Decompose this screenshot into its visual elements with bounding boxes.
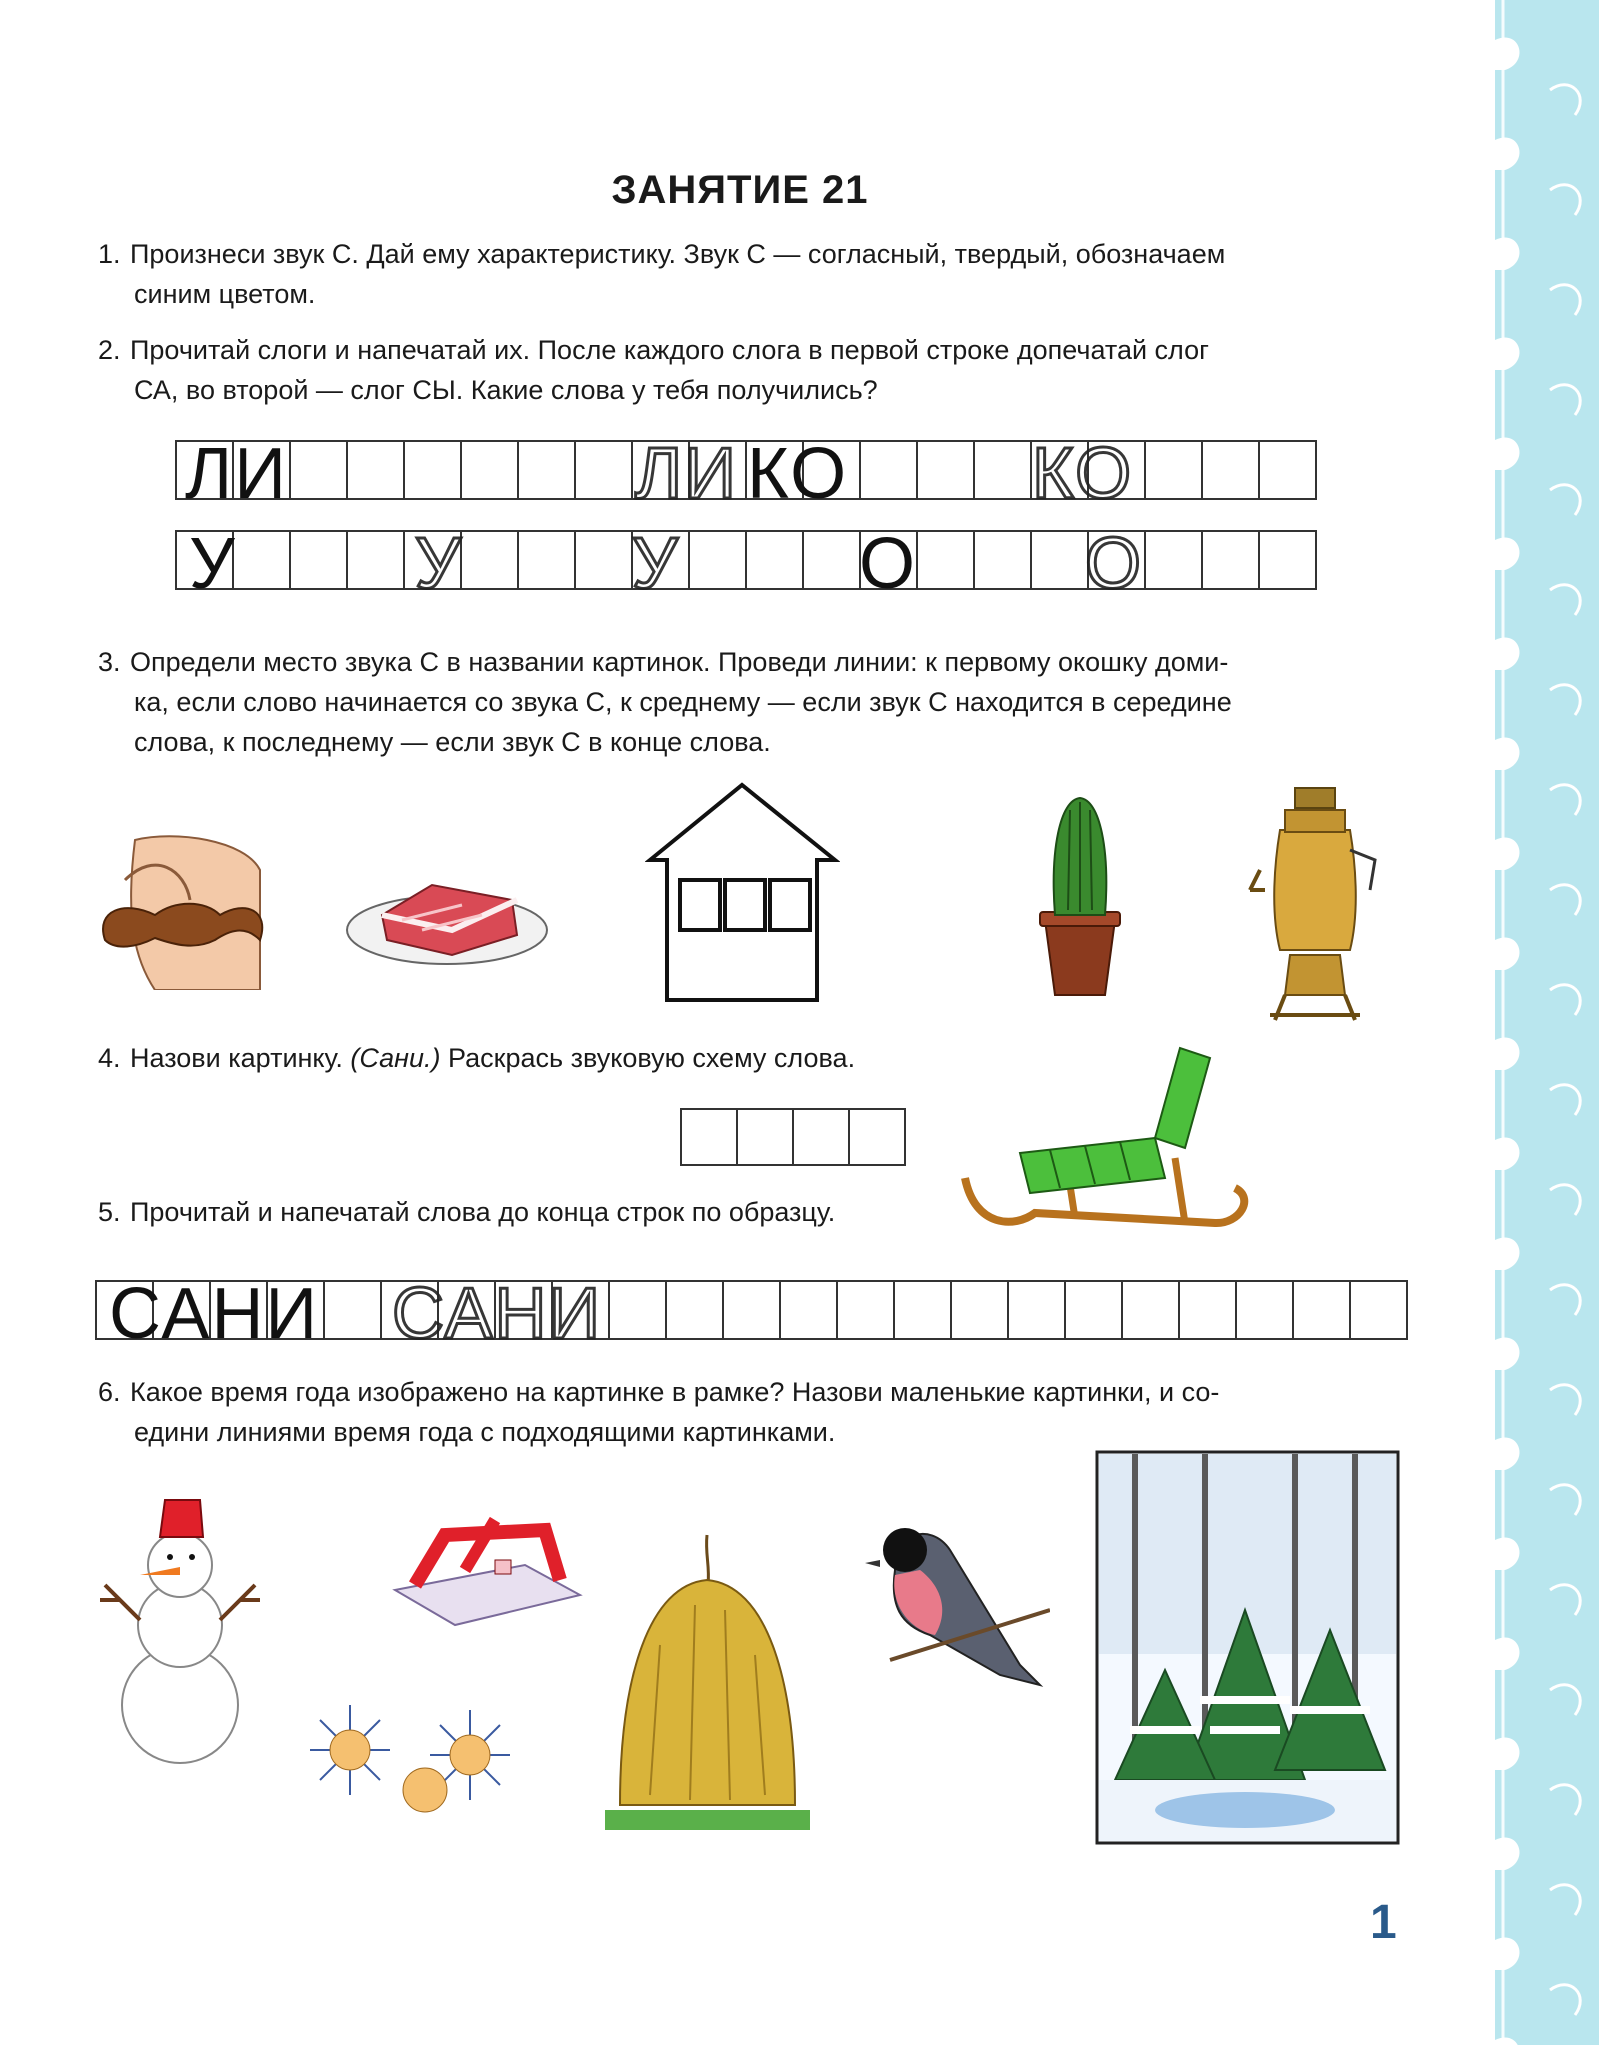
sound-scheme[interactable]: [680, 1108, 906, 1166]
grid-cell[interactable]: [747, 532, 804, 588]
grid-cell[interactable]: [519, 532, 576, 588]
syllable-grid-row-1[interactable]: [175, 434, 1317, 514]
grid-cell[interactable]: [861, 442, 918, 498]
grid-cell[interactable]: [1237, 1282, 1294, 1338]
grid-cell[interactable]: [1351, 1282, 1408, 1338]
grid-cell[interactable]: [804, 532, 861, 588]
grid-cell[interactable]: [1009, 1282, 1066, 1338]
grid-cell[interactable]: [405, 442, 462, 498]
task-1: [98, 234, 1398, 314]
sound-cell[interactable]: [738, 1110, 794, 1164]
task-text-cont: СА, во второй — слог СЫ. Какие слова у тебя получились?: [134, 375, 878, 405]
mustache-picture[interactable]: [95, 830, 265, 990]
task-2: [98, 330, 1398, 410]
winter-forest-picture[interactable]: [1095, 1450, 1400, 1845]
grid-cell[interactable]: [667, 1282, 724, 1338]
sandals-picture[interactable]: [385, 1500, 590, 1645]
grid-cell[interactable]: [1260, 532, 1317, 588]
grid-cell[interactable]: [690, 532, 747, 588]
task-text: Какое время года изображено на картинке в рамке? Назови маленькие картинки, и со-: [130, 1377, 1220, 1407]
grid-cell[interactable]: [519, 442, 576, 498]
task-3: [98, 642, 1398, 762]
task-number: 3.: [98, 647, 121, 677]
grid-cell[interactable]: [1146, 532, 1203, 588]
page-title: ЗАНЯТИЕ 21: [611, 168, 869, 212]
task-text: Прочитай и напечатай слова до конца строк по образцу.: [130, 1197, 836, 1227]
task-text-cont: синим цветом.: [134, 279, 316, 309]
task-text-cont: ка, если слово начинается со звука С, к среднему — если звук С находится в середине: [134, 687, 1232, 717]
samovar-picture[interactable]: [1240, 780, 1390, 1040]
syllable: ЛИ: [185, 434, 288, 514]
grid-cell[interactable]: [462, 532, 519, 588]
house-window-first: [680, 880, 720, 930]
syllable: КО: [747, 434, 849, 514]
haystack-picture[interactable]: [600, 1525, 815, 1835]
task-number: 1.: [98, 239, 121, 269]
grid-cell[interactable]: [325, 1282, 382, 1338]
house-window-last: [770, 880, 810, 930]
syllable-dotted: У: [632, 524, 680, 604]
grid-cell[interactable]: [291, 442, 348, 498]
task-6: [98, 1372, 1398, 1452]
syllable-grid-row-2[interactable]: [175, 524, 1317, 604]
grid-cell[interactable]: [462, 442, 519, 498]
puzzle-border-strip: [1495, 0, 1599, 2045]
task-5: [98, 1192, 1398, 1232]
syllable-dotted: КО: [1032, 434, 1134, 514]
grid-cell[interactable]: [1260, 442, 1317, 498]
task-text-post: Раскрась звуковую схему слова.: [440, 1043, 856, 1073]
task-number: 4.: [98, 1043, 121, 1073]
grid-cell[interactable]: [576, 532, 633, 588]
word-grid[interactable]: [95, 1274, 1408, 1354]
sample-word: САНИ: [109, 1274, 320, 1354]
grid-cell[interactable]: [291, 532, 348, 588]
task-text-pre: Назови картинку.: [130, 1043, 351, 1073]
task-hint: (Сани.): [350, 1043, 441, 1073]
grid-cell[interactable]: [1146, 442, 1203, 498]
grid-cell[interactable]: [895, 1282, 952, 1338]
sample-word-dotted: САНИ: [392, 1274, 603, 1354]
grid-cell[interactable]: [918, 442, 975, 498]
grid-cell[interactable]: [781, 1282, 838, 1338]
grid-cell[interactable]: [975, 442, 1032, 498]
syllable: О: [859, 524, 918, 604]
syllable-dotted: ЛИ: [635, 434, 738, 514]
grid-cell[interactable]: [1180, 1282, 1237, 1338]
sound-cell[interactable]: [794, 1110, 850, 1164]
grid-cell[interactable]: [975, 532, 1032, 588]
task-text-cont: едини линиями время года с подходящими картинками.: [134, 1417, 836, 1447]
grid-cell[interactable]: [348, 532, 405, 588]
grid-cell[interactable]: [1294, 1282, 1351, 1338]
grid-cell[interactable]: [348, 442, 405, 498]
grid-cell[interactable]: [952, 1282, 1009, 1338]
syllable-dotted: У: [415, 524, 463, 604]
sound-cell[interactable]: [682, 1110, 738, 1164]
cactus-picture[interactable]: [1020, 790, 1140, 1000]
grid-cell[interactable]: [234, 532, 291, 588]
task-text: Произнеси звук С. Дай ему характеристику. Звук С — согласный, твердый, обозначаем: [130, 239, 1226, 269]
sound-cell[interactable]: [850, 1110, 906, 1164]
grid-cell[interactable]: [724, 1282, 781, 1338]
task-number: 5.: [98, 1197, 121, 1227]
house-diagram[interactable]: [645, 780, 840, 1005]
task-text-cont: слова, к последнему — если звук С в конце слова.: [134, 727, 771, 757]
task-number: 2.: [98, 335, 121, 365]
grid-cell[interactable]: [1203, 532, 1260, 588]
house-window-middle: [725, 880, 765, 930]
syllable: У: [189, 524, 237, 604]
bullfinch-picture[interactable]: [850, 1515, 1050, 1695]
task-text: Прочитай слоги и напечатай их. После каждого слога в первой строке допечатай слог: [130, 335, 1209, 365]
grid-cell[interactable]: [1032, 532, 1089, 588]
grid-cell[interactable]: [1066, 1282, 1123, 1338]
syllable-dotted: О: [1085, 524, 1144, 604]
puzzle-pattern: [1495, 0, 1599, 2045]
page-number: 1: [1370, 1896, 1397, 1949]
snowman-picture[interactable]: [95, 1495, 265, 1765]
grid-cell[interactable]: [1123, 1282, 1180, 1338]
grid-cell[interactable]: [610, 1282, 667, 1338]
task-text: Определи место звука С в названии картинок. Проведи линии: к первому окошку доми-: [130, 647, 1229, 677]
lard-picture[interactable]: [342, 860, 552, 970]
task-number: 6.: [98, 1377, 121, 1407]
grid-cell[interactable]: [1203, 442, 1260, 498]
grid-cell[interactable]: [838, 1282, 895, 1338]
grid-cell[interactable]: [918, 532, 975, 588]
grid-cell[interactable]: [576, 442, 633, 498]
snowflakes-picture[interactable]: [305, 1690, 520, 1840]
